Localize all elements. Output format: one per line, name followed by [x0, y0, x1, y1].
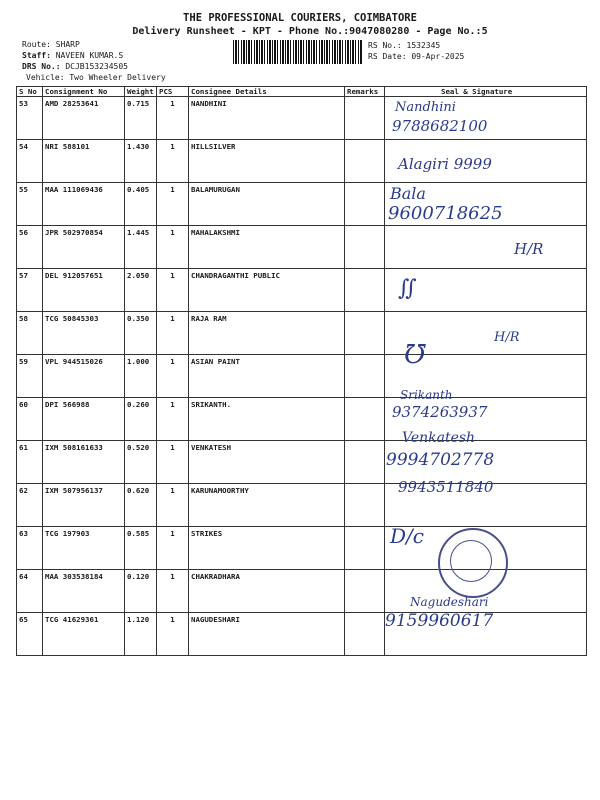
cell-consignment: TCG 50845303 — [43, 312, 125, 355]
drs-value: DCJB153234505 — [65, 62, 128, 71]
cell-consignee: RAJA RAM — [189, 312, 345, 355]
cell-weight: 0.520 — [125, 441, 157, 484]
staff-name: NAVEEN KUMAR.S — [55, 51, 124, 60]
company-seal-inner — [450, 540, 492, 582]
col-signature: Seal & Signature — [385, 87, 587, 97]
cell-consignment: IXM 507956137 — [43, 484, 125, 527]
table-row — [17, 355, 587, 398]
col-consignee: Consignee Details — [189, 87, 345, 97]
cell-consignment: DPI 566988 — [43, 398, 125, 441]
table-row — [17, 613, 587, 656]
runsheet-subtitle: Delivery Runsheet - KPT - Phone No.:9047080280 - Page No.:5 — [132, 26, 488, 37]
rs-number: RS No.: 1532345 — [368, 41, 441, 50]
cell-weight: 0.620 — [125, 484, 157, 527]
col-remarks: Remarks — [345, 87, 385, 97]
cell-sno: 53 — [17, 97, 43, 140]
col-sno: S No — [17, 87, 43, 97]
cell-consignee: KARUNAMOORTHY — [189, 484, 345, 527]
cell-sno: 59 — [17, 355, 43, 398]
cell-pcs: 1 — [157, 398, 189, 441]
cell-weight: 0.585 — [125, 527, 157, 570]
cell-remarks — [345, 269, 385, 312]
cell-consignee: MAHALAKSHMI — [189, 226, 345, 269]
cell-remarks — [345, 613, 385, 656]
sig-65-name: Nagudeshari — [410, 595, 489, 609]
cell-sno: 55 — [17, 183, 43, 226]
cell-pcs: 1 — [157, 269, 189, 312]
table-row — [17, 97, 587, 140]
cell-consignee: BALAMURUGAN — [189, 183, 345, 226]
cell-remarks — [345, 398, 385, 441]
cell-consignment: TCG 197903 — [43, 527, 125, 570]
table-row — [17, 269, 587, 312]
cell-weight: 0.405 — [125, 183, 157, 226]
cell-sno: 56 — [17, 226, 43, 269]
cell-pcs: 1 — [157, 183, 189, 226]
cell-consignee: NANDHINI — [189, 97, 345, 140]
table-row — [17, 140, 587, 183]
cell-pcs: 1 — [157, 484, 189, 527]
sig-56: H/R — [514, 240, 544, 258]
cell-sno: 58 — [17, 312, 43, 355]
cell-consignment: MAA 303538184 — [43, 570, 125, 613]
sig-57: ∬ — [398, 276, 417, 301]
drs-label: DRS No.: — [22, 62, 61, 71]
col-weight: Weight — [125, 87, 157, 97]
cell-signature — [385, 226, 587, 269]
cell-pcs: 1 — [157, 441, 189, 484]
cell-weight: 1.120 — [125, 613, 157, 656]
cell-sno: 57 — [17, 269, 43, 312]
cell-sno: 62 — [17, 484, 43, 527]
cell-pcs: 1 — [157, 355, 189, 398]
route: Route: SHARP — [22, 40, 80, 49]
cell-sno: 60 — [17, 398, 43, 441]
cell-remarks — [345, 355, 385, 398]
cell-consignee: SRIKANTH. — [189, 398, 345, 441]
cell-consignee: HILLSILVER — [189, 140, 345, 183]
cell-consignment: JPR 502970854 — [43, 226, 125, 269]
sig-63: D/c — [390, 524, 424, 548]
cell-weight: 0.350 — [125, 312, 157, 355]
cell-weight: 0.715 — [125, 97, 157, 140]
sig-62: 9943511840 — [398, 478, 494, 496]
cell-consignment: DEL 912057651 — [43, 269, 125, 312]
cell-consignment: TCG 41629361 — [43, 613, 125, 656]
col-pcs: PCS — [157, 87, 189, 97]
table-header — [17, 87, 587, 97]
staff — [22, 51, 123, 60]
sig-55-name: Bala — [390, 184, 426, 203]
sig-53-name: Nandhini — [395, 100, 456, 115]
cell-pcs: 1 — [157, 312, 189, 355]
table-row — [17, 484, 587, 527]
cell-sno: 64 — [17, 570, 43, 613]
cell-pcs: 1 — [157, 140, 189, 183]
cell-consignee: VENKATESH — [189, 441, 345, 484]
cell-pcs: 1 — [157, 570, 189, 613]
sig-55-phone: 9600718625 — [388, 203, 503, 224]
cell-remarks — [345, 140, 385, 183]
drs-number — [22, 62, 128, 71]
cell-sno: 61 — [17, 441, 43, 484]
cell-weight: 1.430 — [125, 140, 157, 183]
cell-consignee: STRIKES — [189, 527, 345, 570]
rs-date: RS Date: 09-Apr-2025 — [368, 52, 465, 61]
cell-pcs: 1 — [157, 613, 189, 656]
cell-sno: 63 — [17, 527, 43, 570]
table-row — [17, 226, 587, 269]
cell-remarks — [345, 441, 385, 484]
cell-remarks — [345, 527, 385, 570]
cell-sno: 65 — [17, 613, 43, 656]
sig-53-phone: 9788682100 — [392, 117, 488, 135]
sig-65-phone: 9159960617 — [385, 611, 494, 631]
sig-54: Alagiri 9999 — [398, 155, 492, 173]
cell-weight: 2.050 — [125, 269, 157, 312]
cell-remarks — [345, 570, 385, 613]
cell-sno: 54 — [17, 140, 43, 183]
cell-weight: 0.260 — [125, 398, 157, 441]
cell-consignee: CHANDRAGANTHI PUBLIC — [189, 269, 345, 312]
drs-barcode — [233, 40, 363, 64]
table-row — [17, 398, 587, 441]
cell-consignee: ASIAN PAINT — [189, 355, 345, 398]
sig-58: H/R — [494, 330, 520, 345]
table-row — [17, 441, 587, 484]
cell-weight: 1.445 — [125, 226, 157, 269]
cell-consignment: MAA 111069436 — [43, 183, 125, 226]
cell-pcs: 1 — [157, 226, 189, 269]
cell-consignment: NRI 588101 — [43, 140, 125, 183]
col-consignment: Consignment No — [43, 87, 125, 97]
cell-consignee: NAGUDESHARI — [189, 613, 345, 656]
cell-pcs: 1 — [157, 97, 189, 140]
cell-pcs: 1 — [157, 527, 189, 570]
sig-61-name: Venkatesh — [402, 430, 476, 446]
staff-label: Staff: — [22, 51, 51, 60]
cell-consignment: AMD 28253641 — [43, 97, 125, 140]
cell-weight: 0.120 — [125, 570, 157, 613]
sig-60-name: Srikanth — [400, 388, 453, 402]
cell-remarks — [345, 312, 385, 355]
cell-consignment: IXM 508161633 — [43, 441, 125, 484]
sig-59: ℧ — [404, 340, 426, 370]
vehicle: Vehicle: Two Wheeler Delivery — [26, 73, 166, 82]
cell-remarks — [345, 183, 385, 226]
cell-weight: 1.000 — [125, 355, 157, 398]
cell-remarks — [345, 484, 385, 527]
cell-remarks — [345, 226, 385, 269]
cell-consignee: CHAKRADHARA — [189, 570, 345, 613]
cell-remarks — [345, 97, 385, 140]
company-title: THE PROFESSIONAL COURIERS, COIMBATORE — [183, 12, 417, 24]
cell-consignment: VPL 944515026 — [43, 355, 125, 398]
sig-61-phone: 9994702778 — [386, 450, 495, 470]
sig-60-phone: 9374263937 — [392, 403, 488, 421]
